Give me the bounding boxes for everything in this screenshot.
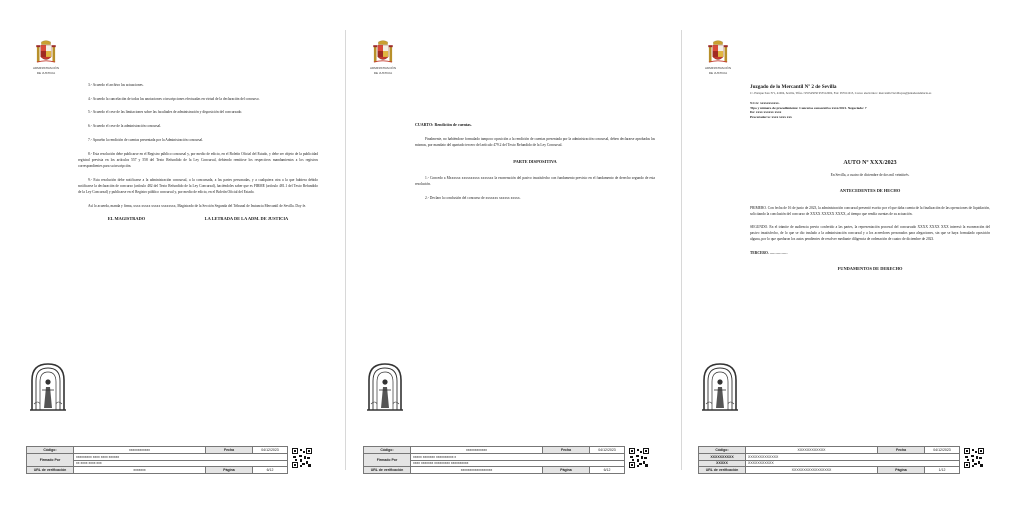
- justice-logo: [361, 40, 405, 75]
- logo-line-1: ADMINISTRACIÓN: [369, 66, 396, 70]
- procurador: Procurador/a: xxxx xxxx xxx: [750, 114, 792, 119]
- footer-date-value: 04/12/2023: [925, 447, 960, 454]
- page-body: [750, 160, 990, 282]
- paragraph: 1.- Concedo a Mxxxxxx xxxxxxxxxx xxxxxxx la exoneración del pasivo insatisfecho con fundamento previsto en el fundamento de derecho segundo de esta resolución.: [415, 175, 655, 187]
- signature-clerk: LA LETRADA DE LA ADM. DE JUSTICIA: [204, 216, 289, 222]
- footer-page-label: Página: [206, 467, 253, 474]
- court-header: [750, 84, 990, 119]
- footer-url-value[interactable]: XXXXXXXXXXXXXXXXX: [746, 467, 878, 474]
- section-heading: CUARTO: Rendición de cuentas.: [415, 122, 472, 127]
- procedure-type: Tipo y número de procedimiento: Concurso consecutivo xxxx/2021. Negociado: 7: [750, 105, 867, 110]
- paragraph: Así lo acuerda, manda y firma, xxxx xxxxx xxxxx xxxxxxxx, Magistrado de la Sección Segunda del Tribunal de Instancia Mercantil de Sevilla. Doy fe.: [88, 203, 307, 208]
- page-separator: [345, 30, 346, 470]
- date-line: En Sevilla, a cuatro de diciembre de dos mil veintitrés.: [830, 173, 910, 178]
- paragraph: 9.- Esta resolución debe notificarse a la administración concursal, a la concursada, a las partes personadas, y a cualquiera otra a la que hubiera debido notificarse la declaración de concurso (artículo 482 del Texto Refundido de la Ley Concursal), haciéndoles saber que es FIRME (artículo 481.1 del Texto Refundido de la Ley Concursal) y publicarse en el Registro público concursal y, por medio de edicto, en el Boletín Oficial del Estado.: [78, 177, 318, 195]
- footer-date-label: Fecha: [878, 447, 925, 454]
- junta-emblem-icon: [28, 360, 68, 414]
- paragraph: 2.- Declaro la conclusión del concurso de xxxxxxx xxxxxx xxxxx.: [425, 195, 521, 200]
- footer-code-value: XXXXXXXXXXXX: [746, 447, 878, 454]
- paragraph: SEGUNDO. En el trámite de audiencia previo conferido a las partes, la representación procesal del concursado XXXX XXXX XXX interesó la exoneración del pasivo insatisfecho, de lo que se dio traslado a la administración concursal y a los acreedores personados para alegaciones, sin que se haya formulado oposición alguna, por lo que quedaron los autos pendientes de resolver mediante diligencia de ordenación de cuatro de diciembre de 2023.: [750, 225, 990, 242]
- logo-line-1: ADMINISTRACIÓN: [32, 66, 59, 70]
- paragraph: PRIMERO. Con fecha de 16 de junio de 2023, la administración concursal presentó escrito por el que daba cuenta de la finalización de las operaciones de liquidación, solicitando la conclusión del concurso de XXXX XXXXX XXXX, al tiempo que rendía cuentas de su actuación.: [750, 205, 990, 216]
- paragraph: TERCERO. ……………: [750, 250, 788, 255]
- footer-date-value: 04/12/2023: [253, 447, 288, 454]
- footer-signed-value: xxxxx xxxxxxx xxxxxxxxxx x: [411, 453, 625, 460]
- footer-code-value: xxxxxxxxxxxx: [74, 447, 206, 454]
- footer-date-label: Fecha: [543, 447, 590, 454]
- footer-url-label: URL de verificación: [27, 467, 74, 474]
- document-page-3: [690, 20, 996, 484]
- section-title: ANTECEDENTES DE HECHO: [839, 188, 901, 194]
- footer-code-label: Código:: [364, 447, 411, 454]
- nig: N.I.G: xxxxxxxxxxx.: [750, 101, 780, 105]
- coat-of-arms-icon: [370, 40, 396, 66]
- paragraph: 7.- Apruebo la rendición de cuentas presentada por la Administración concursal.: [88, 137, 204, 142]
- paragraph: 6.- Acuerdo el cese de la administración concursal.: [88, 124, 162, 129]
- paragraph: 5.- Acuerdo el cese de las limitaciones sobre las facultades de administración y disposición del concursado.: [88, 110, 243, 115]
- paragraph: Finalmente, no habiéndose formulado tampoco oposición a la rendición de cuentas presentada por la administración concursal, deben declararse aprobadas las mismas, por mandato del apartado tercero del artículo 479.2 del Texto Refundido de la Ley Concursal.: [415, 137, 655, 148]
- logo-line-2: DE JUSTICIA: [36, 70, 56, 75]
- footer-date-label: Fecha: [206, 447, 253, 454]
- page-body: [78, 82, 318, 223]
- footer-page-label: Página: [543, 467, 590, 474]
- section-title: PARTE DISPOSITIVA: [513, 158, 557, 164]
- footer-date-value: 04/12/2023: [590, 447, 625, 454]
- party-de: De: xxxx xxxxxx xxxx: [750, 110, 782, 115]
- auto-title: AUTO Nº XXX/2023: [843, 160, 897, 166]
- verification-footer: [26, 446, 288, 474]
- footer-signed-value: XXXXXXXXXXX: [746, 460, 960, 467]
- footer-url-label: URL de verificación: [364, 467, 411, 474]
- footer-signed-value: XXXXX: [699, 460, 746, 467]
- qr-code-icon: [629, 448, 649, 468]
- justice-logo: [696, 40, 740, 75]
- footer-signed-value: XXXXXXXXXX: [699, 453, 746, 460]
- qr-code-icon: [292, 448, 312, 468]
- footer-page-value: 6/12: [253, 467, 288, 474]
- logo-line-2: DE JUSTICIA: [373, 70, 393, 75]
- verification-footer: [698, 446, 960, 474]
- footer-signed-value: xxxxxxxxx xxxx xxxx xxxxxx: [74, 453, 288, 460]
- document-page-1: [18, 20, 324, 484]
- footer-signed-label: Firmado Por: [27, 453, 74, 467]
- justice-logo: [24, 40, 68, 75]
- page-separator: [681, 30, 682, 470]
- coat-of-arms-icon: [33, 40, 59, 66]
- court-address: C/. Enrique Sato Nº1, 41004, Sevilla, Tlfno.: 955545050 955512002, Fax: 955511015, Correo electrónico: mercantil2.Sevilla.jus@juntadeandalucia.es: [750, 91, 932, 95]
- paragraph: 8.- Esta resolución debe publicarse en el Registro público concursal y, por medio de edicto, en el Boletín Oficial del Estado, y debe ser objeto de la publicidad registral prevista en los artículos 557 y 558 del Texto Refundido de la Ley Concursal, debiendo remitirse los respectivos mandamientos a los registros correspondientes para su inscripción.: [78, 151, 318, 168]
- document-page-2: [355, 20, 661, 484]
- footer-page-value: 1/12: [925, 467, 960, 474]
- footer-url-label: URL de verificación: [699, 467, 746, 474]
- qr-code-icon: [964, 448, 984, 468]
- footer-signed-value: xx xxxx xxxx xxx: [74, 460, 288, 467]
- footer-url-value[interactable]: xxxxxxxxxxxxxxxxxx: [411, 467, 543, 474]
- court-name: Juzgado de lo Mercantil Nº 2 de Sevilla: [750, 84, 837, 90]
- footer-signed-value: XXXXXXXXXXXXX: [746, 453, 960, 460]
- coat-of-arms-icon: [705, 40, 731, 66]
- verification-footer: [363, 446, 625, 474]
- footer-page-label: Página: [878, 467, 925, 474]
- footer-code-label: Código:: [27, 447, 74, 454]
- page-body: [415, 122, 655, 208]
- paragraph: 3.- Acuerdo el archivo las actuaciones.: [88, 83, 144, 87]
- paragraph: 4.- Acuerdo la cancelación de todas las anotaciones o inscripciones efectuadas en virtud de la declaración del concurso.: [88, 96, 260, 101]
- footer-signed-value: xxxx xxxxxxx xxxxxxxxx xxxxxxxxxx: [411, 460, 625, 467]
- section-title: FUNDAMENTOS DE DERECHO: [837, 265, 903, 271]
- signature-judge: EL MAGISTRADO: [107, 216, 146, 222]
- logo-line-1: ADMINISTRACIÓN: [704, 66, 731, 70]
- footer-url-value[interactable]: xxxxxxx: [74, 467, 206, 474]
- footer-signed-label: Firmado Por: [364, 453, 411, 467]
- junta-emblem-icon: [700, 360, 740, 414]
- signature-row: [78, 216, 318, 222]
- case-metadata: [750, 101, 990, 119]
- footer-code-value: xxxxxxxxxxxx: [411, 447, 543, 454]
- junta-emblem-icon: [365, 360, 405, 414]
- logo-line-2: DE JUSTICIA: [708, 70, 728, 75]
- footer-code-label: Código:: [699, 447, 746, 454]
- footer-page-value: 6/12: [590, 467, 625, 474]
